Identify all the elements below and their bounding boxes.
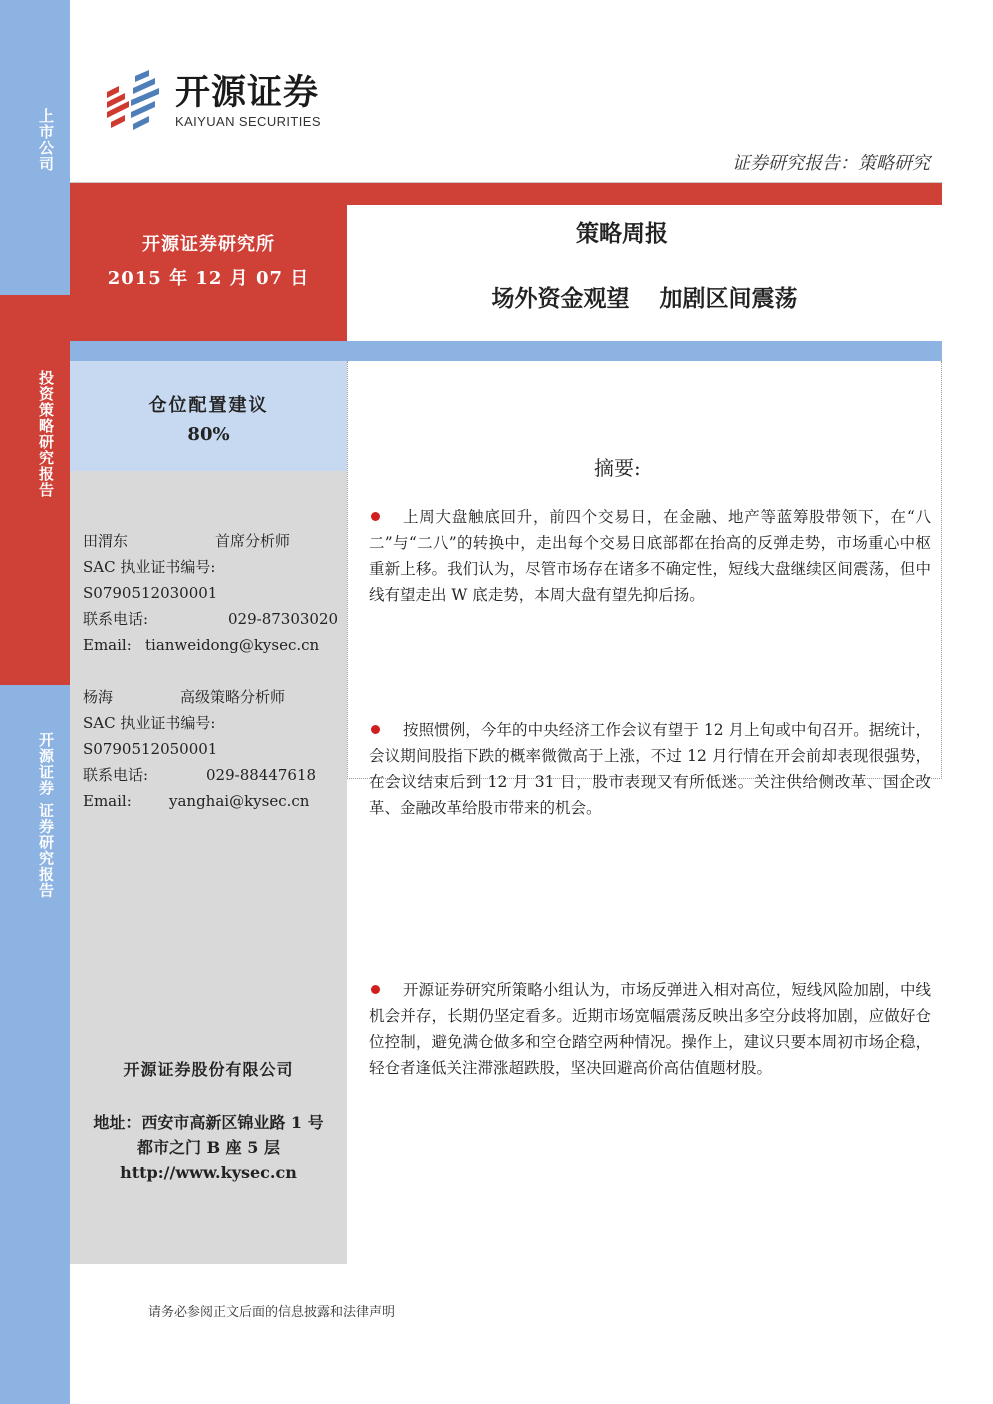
side-strip-top	[0, 0, 70, 295]
abstract-paragraph: 开源证券研究所策略小组认为，市场反弹进入相对高位，短线风险加剧，中线机会并存，长期仍坚定看多。近期市场宽幅震荡反映出多空分歧将加剧，应做好仓位控制，避免满仓做多和空仓踏空两种情况。操作上，建议只要本周初市场企稳，轻仓者逢低关注滞涨超跌股，坚决回避高价高估值题材股。	[369, 981, 931, 1077]
phone-label: 联系电话:	[83, 610, 149, 628]
side-label-middle: 投资策略研究报告	[37, 370, 55, 498]
address-line-1: 地址：西安市高新区锦业路 1 号	[93, 1113, 324, 1132]
report-subtitle: 场外资金观望 加剧区间震荡	[491, 286, 798, 312]
institute-name: 开源证券研究所	[142, 234, 275, 255]
company-website-link[interactable]: http://www.kysec.cn	[120, 1163, 297, 1182]
side-label-bottom: 开源证券 证券研究报告	[37, 732, 55, 899]
company-logo	[105, 70, 321, 132]
analyst-name: 田渭东	[83, 532, 129, 550]
side-label-top: 上市公司	[37, 108, 55, 172]
company-name: 开源证券股份有限公司	[123, 1060, 294, 1079]
kaiyuan-logo-icon	[105, 70, 167, 132]
email-address[interactable]: tianweidong@kysec.cn	[145, 636, 320, 654]
phone-number: 029-88447618	[206, 766, 317, 784]
title-topbar	[347, 183, 942, 205]
phone-label: 联系电话:	[83, 766, 149, 784]
position-value: 80%	[187, 424, 230, 445]
sac-label: SAC 执业证书编号:	[83, 558, 216, 576]
analyst-list	[83, 528, 339, 814]
position-label: 仓位配置建议	[148, 395, 269, 416]
email-address[interactable]: yanghai@kysec.cn	[169, 792, 310, 810]
sac-label: SAC 执业证书编号:	[83, 714, 216, 732]
report-type: 证券研究报告：策略研究	[732, 153, 930, 174]
logo-english-name: KAIYUAN SECURITIES	[175, 113, 321, 129]
disclaimer-footer: 请务必参阅正文后面的信息披露和法律声明	[148, 1305, 396, 1320]
side-strip-bottom	[0, 685, 70, 1404]
sac-number: S0790512030001	[83, 584, 218, 602]
email-label: Email:	[83, 636, 132, 654]
email-label: Email:	[83, 792, 132, 810]
blue-divider-band	[70, 341, 942, 361]
company-address	[70, 1110, 347, 1185]
analyst-name: 杨海	[83, 688, 114, 706]
abstract-paragraph: 按照惯例，今年的中央经济工作会议有望于 12 月上旬或中旬召开。据统计，会议期间股指下跌的概率微微高于上涨，不过 12 月行情在开会前却表现很强势，在会议结束后到 12 月 31 日，股市表现又有所低迷。关注供给侧改革、国企改革、金融改革给股市带来的机会。	[369, 721, 931, 817]
address-line-2: 都市之门 B 座 5 层	[137, 1138, 280, 1157]
report-title: 策略周报	[576, 221, 668, 247]
side-strip-middle	[0, 295, 70, 685]
logo-chinese-name: 开源证券	[175, 72, 320, 113]
position-recommendation	[70, 361, 347, 471]
abstract-paragraph: 上周大盘触底回升，前四个交易日，在金融、地产等蓝筹股带领下，在“八二”与“二八”的转换中，走出每个交易日底部都在抬高的反弹走势，市场重心中枢重新上移。我们认为，尽管市场存在诸多不确定性，短线大盘继续区间震荡，但中线有望走出 W 底走势，本周大盘有望先抑后扬。	[369, 508, 931, 604]
institute-block	[70, 183, 347, 341]
phone-number: 029-87303020	[228, 610, 339, 628]
sac-number: S0790512050001	[83, 740, 218, 758]
analyst-title: 高级策略分析师	[180, 688, 286, 706]
analyst-title: 首席分析师	[215, 532, 291, 550]
report-date: 2015 年 12 月 07 日	[107, 268, 310, 289]
abstract-heading: 摘要:	[594, 456, 641, 480]
